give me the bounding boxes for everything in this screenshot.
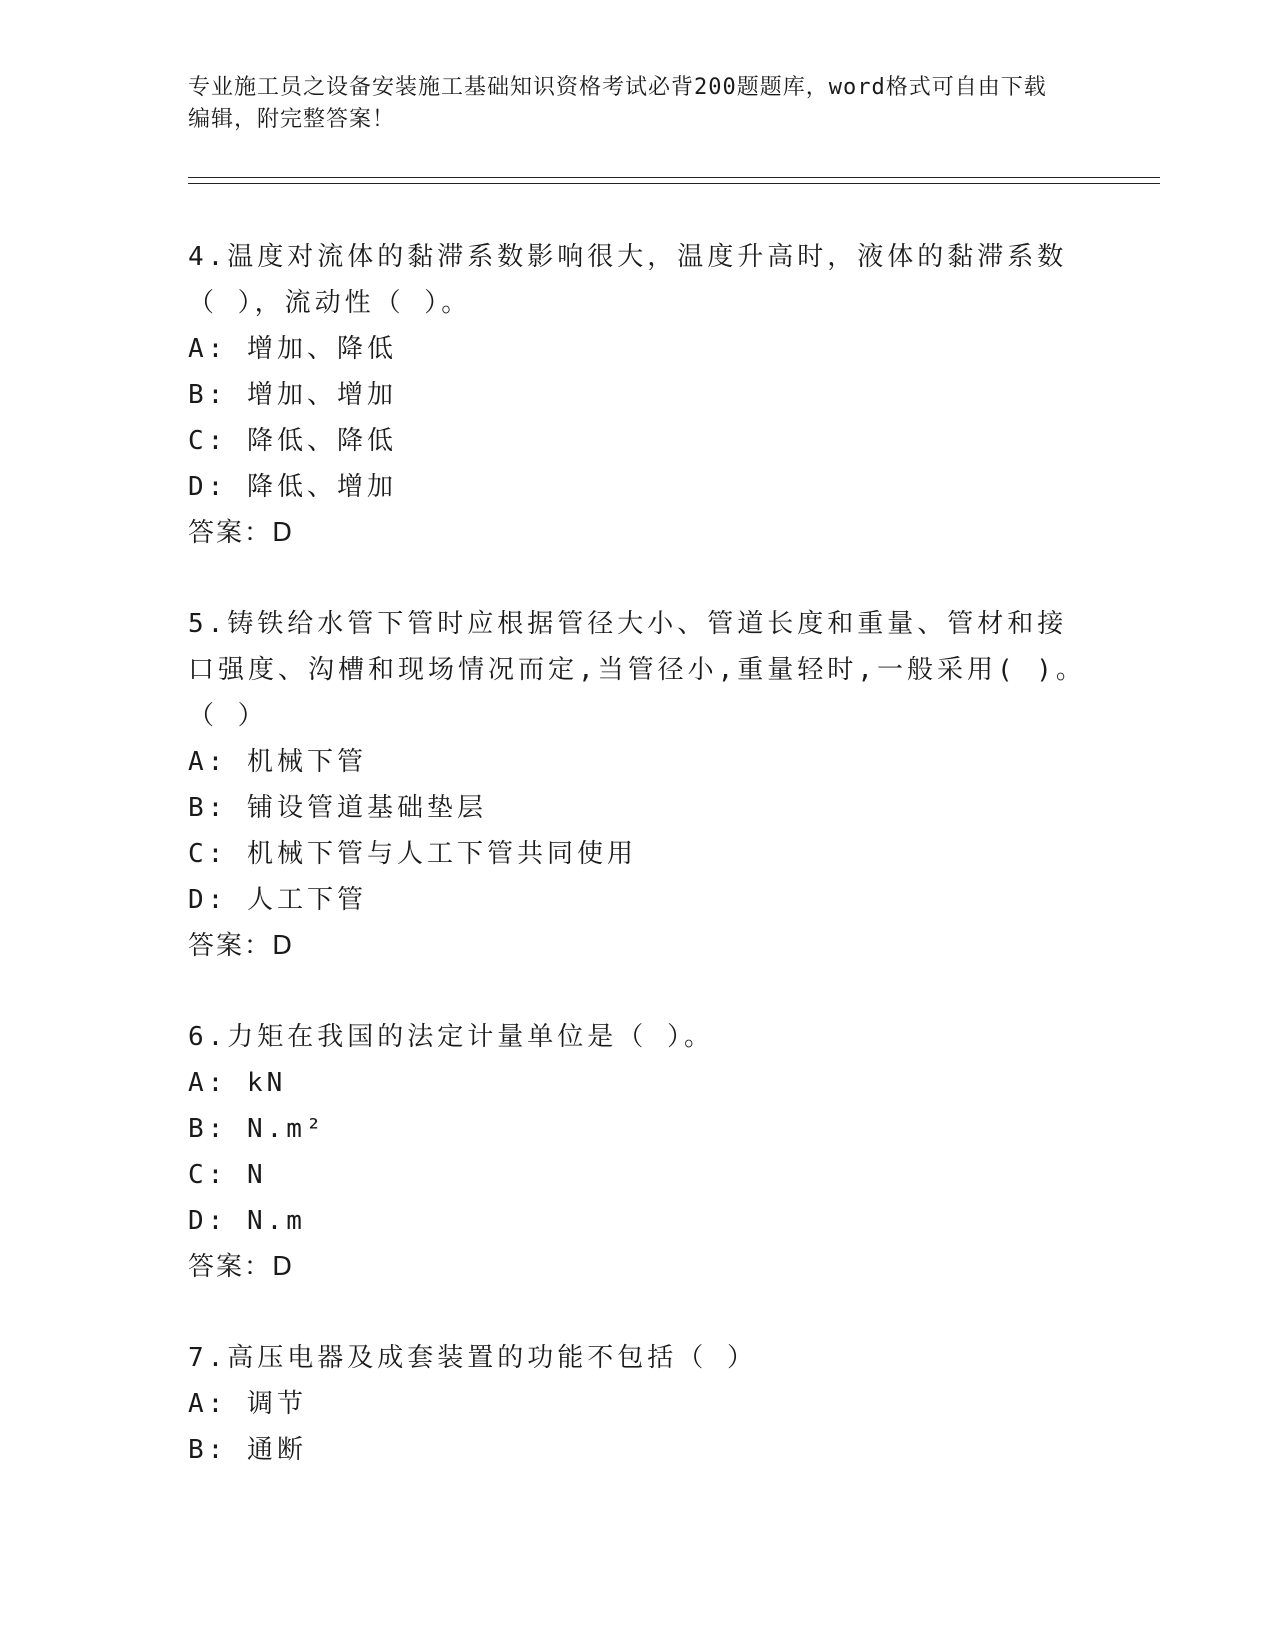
option-c: C: N	[188, 1160, 267, 1190]
question-4	[188, 234, 1088, 556]
option-b: B: 铺设管道基础垫层	[188, 793, 487, 823]
option-d: D: 降低、增加	[188, 472, 397, 502]
option-a: A: 调节	[188, 1389, 307, 1419]
question-stem: 6.力矩在我国的法定计量单位是（ ）。	[188, 1022, 714, 1052]
header-rule-bottom	[188, 183, 1160, 184]
question-7	[188, 1335, 1088, 1473]
question-5	[188, 601, 1088, 969]
option-a: A: 增加、降低	[188, 334, 397, 364]
option-d: D: N.m	[188, 1206, 306, 1236]
question-stem: 4.温度对流体的黏滞系数影响很大，温度升高时，液体的黏滞系数（ ），流动性（ ）。	[188, 242, 1068, 318]
answer-line: 答案：D	[188, 1252, 295, 1282]
question-stem: 5.铸铁给水管下管时应根据管径大小、管道长度和重量、管材和接口强度、沟槽和现场情况而定,当管径小,重量轻时,一般采用( )。（ ）	[188, 609, 1086, 731]
option-b: B: 通断	[188, 1435, 307, 1465]
answer-line: 答案：D	[188, 518, 295, 548]
option-a: A: 机械下管	[188, 747, 367, 777]
question-list	[188, 234, 1088, 1518]
option-b: B: 增加、增加	[188, 380, 397, 410]
option-c: C: 机械下管与人工下管共同使用	[188, 839, 637, 869]
header-rule-top	[188, 177, 1160, 178]
option-d: D: 人工下管	[188, 885, 367, 915]
question-6	[188, 1014, 1088, 1290]
option-b: B: N.m²	[188, 1114, 326, 1144]
option-c: C: 降低、降低	[188, 426, 397, 456]
answer-line: 答案：D	[188, 931, 295, 961]
question-stem: 7.高压电器及成套装置的功能不包括（ ）	[188, 1343, 757, 1373]
option-a: A: kN	[188, 1068, 287, 1098]
document-header: 专业施工员之设备安装施工基础知识资格考试必背200题题库，word格式可自由下载编辑，附完整答案！	[188, 75, 1047, 132]
